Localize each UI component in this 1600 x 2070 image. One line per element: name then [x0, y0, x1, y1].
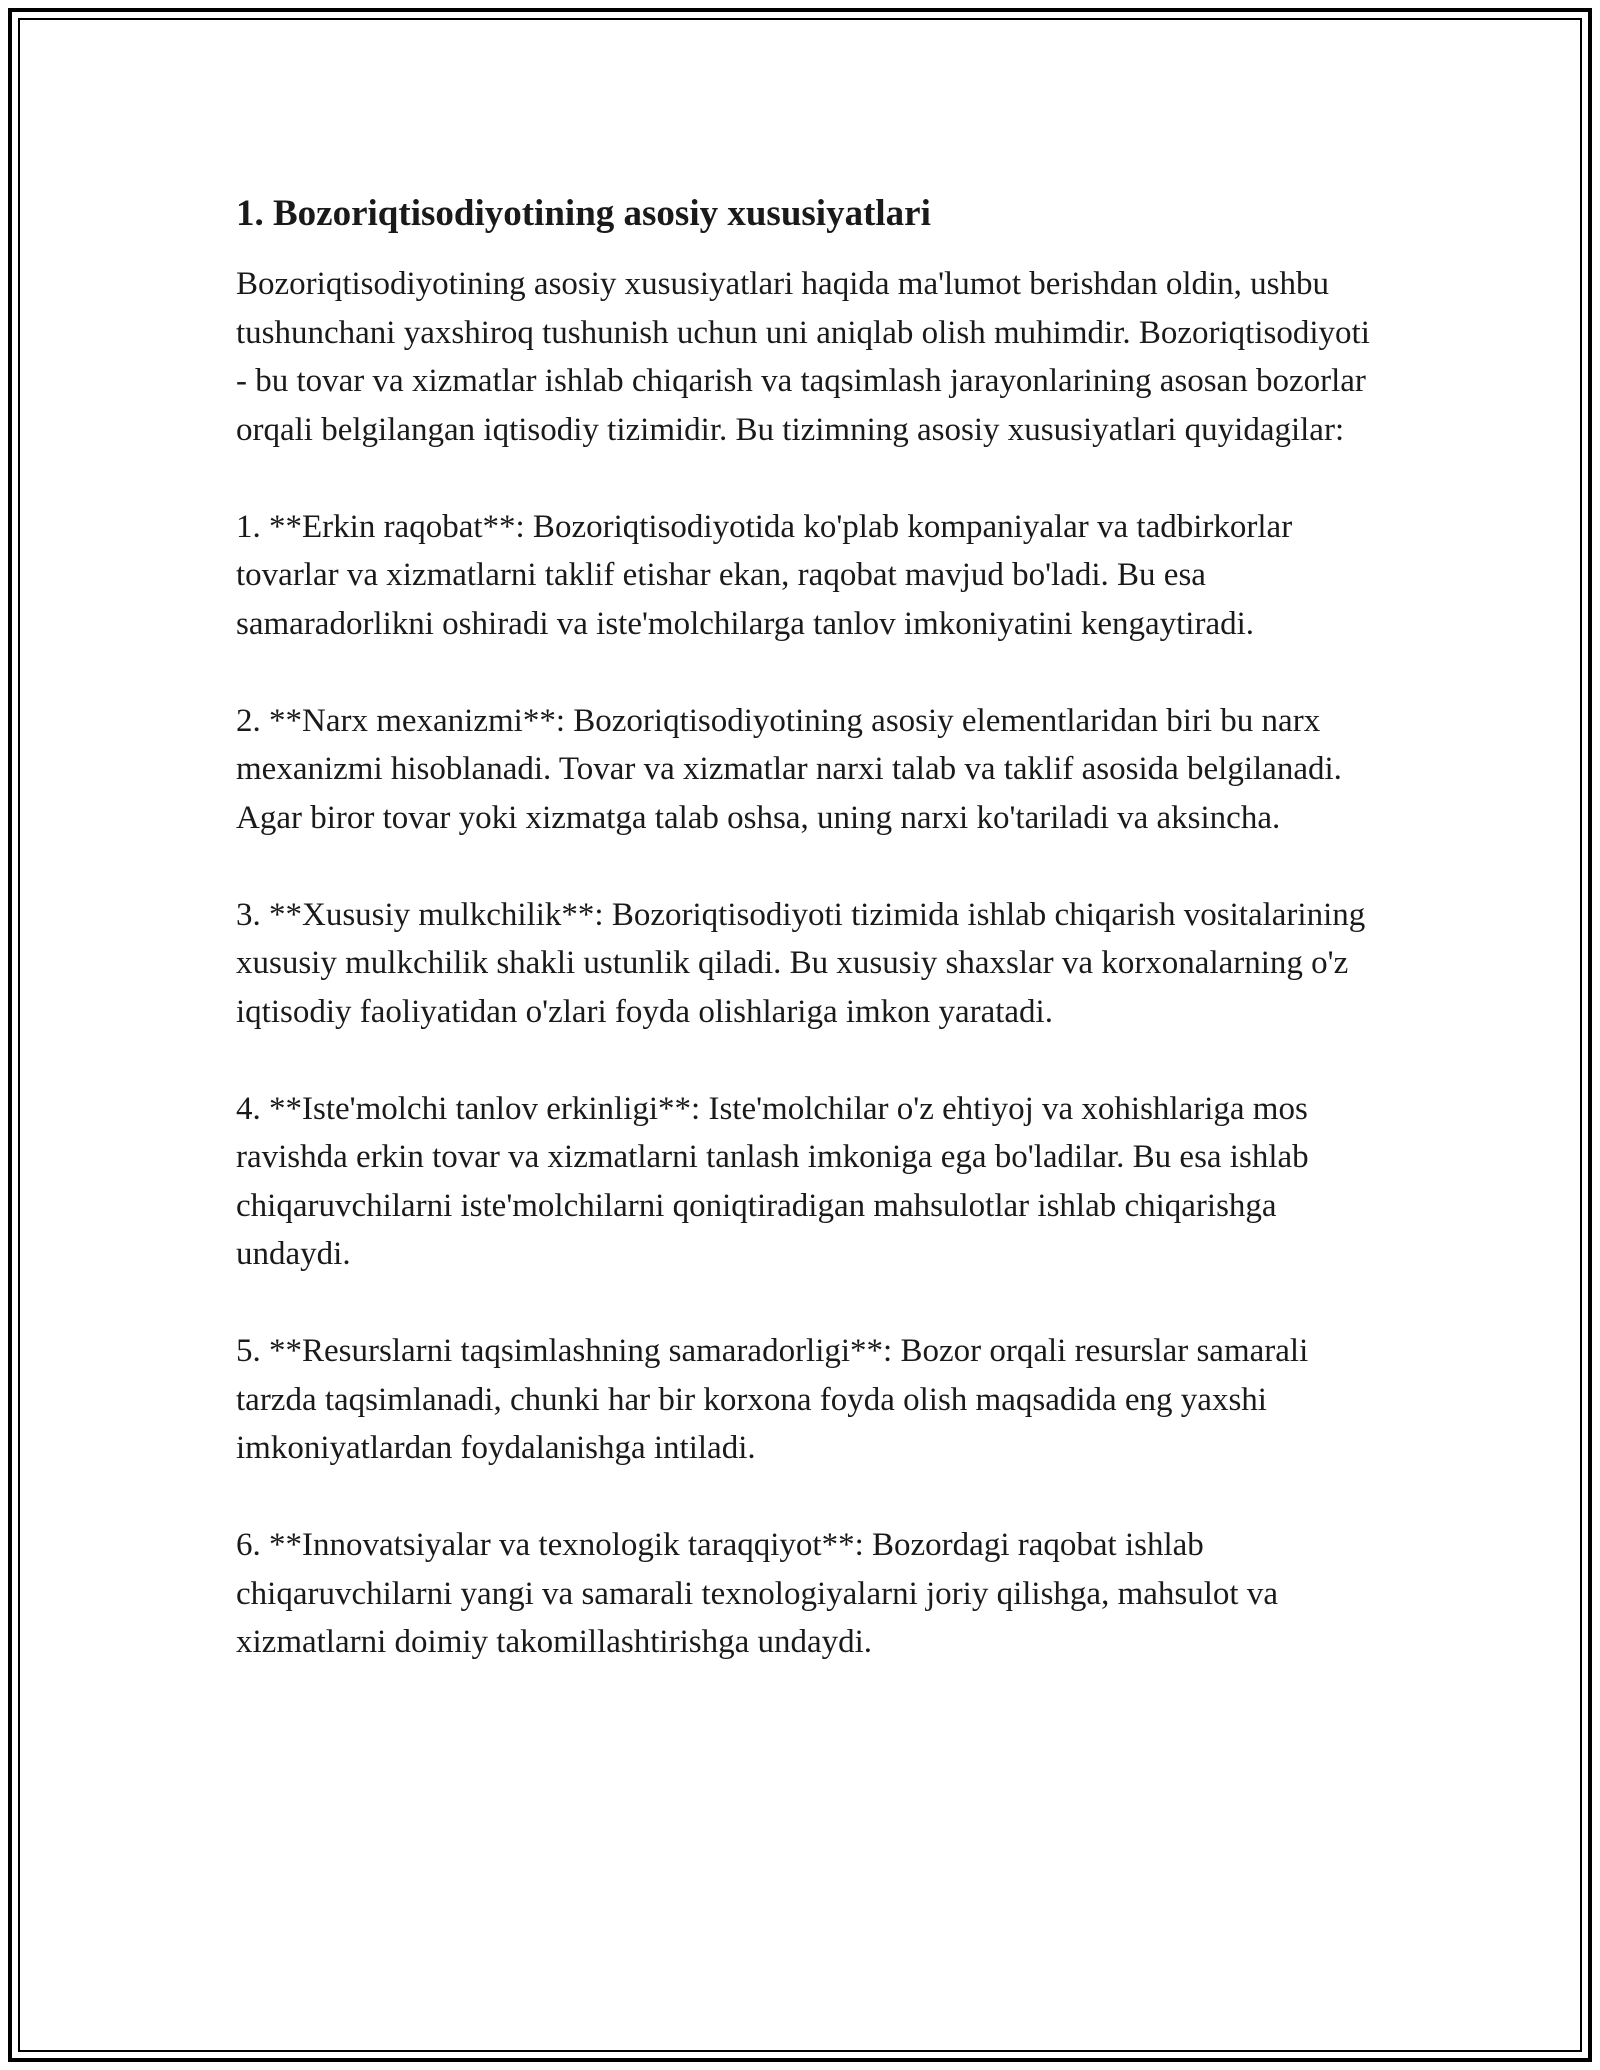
list-item-erkin-raqobat: 1. **Erkin raqobat**: Bozoriqtisodiyotida ko'plab kompaniyalar va tadbirkorlar tovarlar va xizmatlarni taklif etishar ekan, raqobat mavjud bo'ladi. Bu esa samaradorlikni oshiradi va iste'molchilarga tanlov imkoniyatini kengaytiradi. — [236, 508, 1293, 642]
section-heading: 1. Bozoriqtisodiyotining asosiy xususiyatlari — [236, 193, 931, 234]
list-item-xususiy-mulkchilik: 3. **Xususiy mulkchilik**: Bozoriqtisodiyoti tizimida ishlab chiqarish vositalarining xususiy mulkchilik shakli ustunlik qiladi. Bu xususiy shaxslar va korxonalarning o'z iqtisodiy faoliyatidan o'zlari foyda olishlariga imkon yaratadi. — [236, 896, 1366, 1030]
list-item-resurslar: 5. **Resurslarni taqsimlashning samaradorligi**: Bozor orqali resurslar samarali tarzda taqsimlanadi, chunki har bir korxona foyda olish maqsadida eng yaxshi imkoniyatlardan foydalanishga intiladi. — [236, 1333, 1309, 1466]
list-item-innovatsiyalar: 6. **Innovatsiyalar va texnologik taraqqiyot**: Bozordagi raqobat ishlab chiqaruvchilarni yangi va samarali texnologiyalarni joriy qilishga, mahsulot va xizmatlarni doimiy takomillashtirishga undaydi. — [236, 1527, 1278, 1660]
intro-paragraph: Bozoriqtisodiyotining asosiy xususiyatlari haqida ma'lumot berishdan oldin, ushbu tushunchani yaxshiroq tushunish uchun uni aniqlab olish muhimdir. Bozoriqtisodiyoti - bu tovar va xizmatlar ishlab chiqarish va taqsimlash jarayonlarining asosan bozorlar orqali belgilangan iqtisodiy tizimidir. Bu tizimning asosiy xususiyatlari quyidagilar: — [236, 266, 1370, 448]
list-item-istemolchi-tanlov: 4. **Iste'molchi tanlov erkinligi**: Iste'molchilar o'z ehtiyoj va xohishlariga mos ravishda erkin tovar va xizmatlarni tanlash imkoniga ega bo'ladilar. Bu esa ishlab chiqaruvchilarni iste'molchilarni qoniqtiradigan mahsulotlar ishlab chiqarishga undaydi. — [236, 1090, 1309, 1272]
document-body — [236, 188, 1376, 1667]
list-item-narx-mexanizmi: 2. **Narx mexanizmi**: Bozoriqtisodiyotining asosiy elementlaridan biri bu narx mexanizmi hisoblanadi. Tovar va xizmatlar narxi talab va taklif asosida belgilanadi. Agar biror tovar yoki xizmatga talab oshsa, uning narxi ko'tariladi va aksincha. — [236, 702, 1342, 836]
